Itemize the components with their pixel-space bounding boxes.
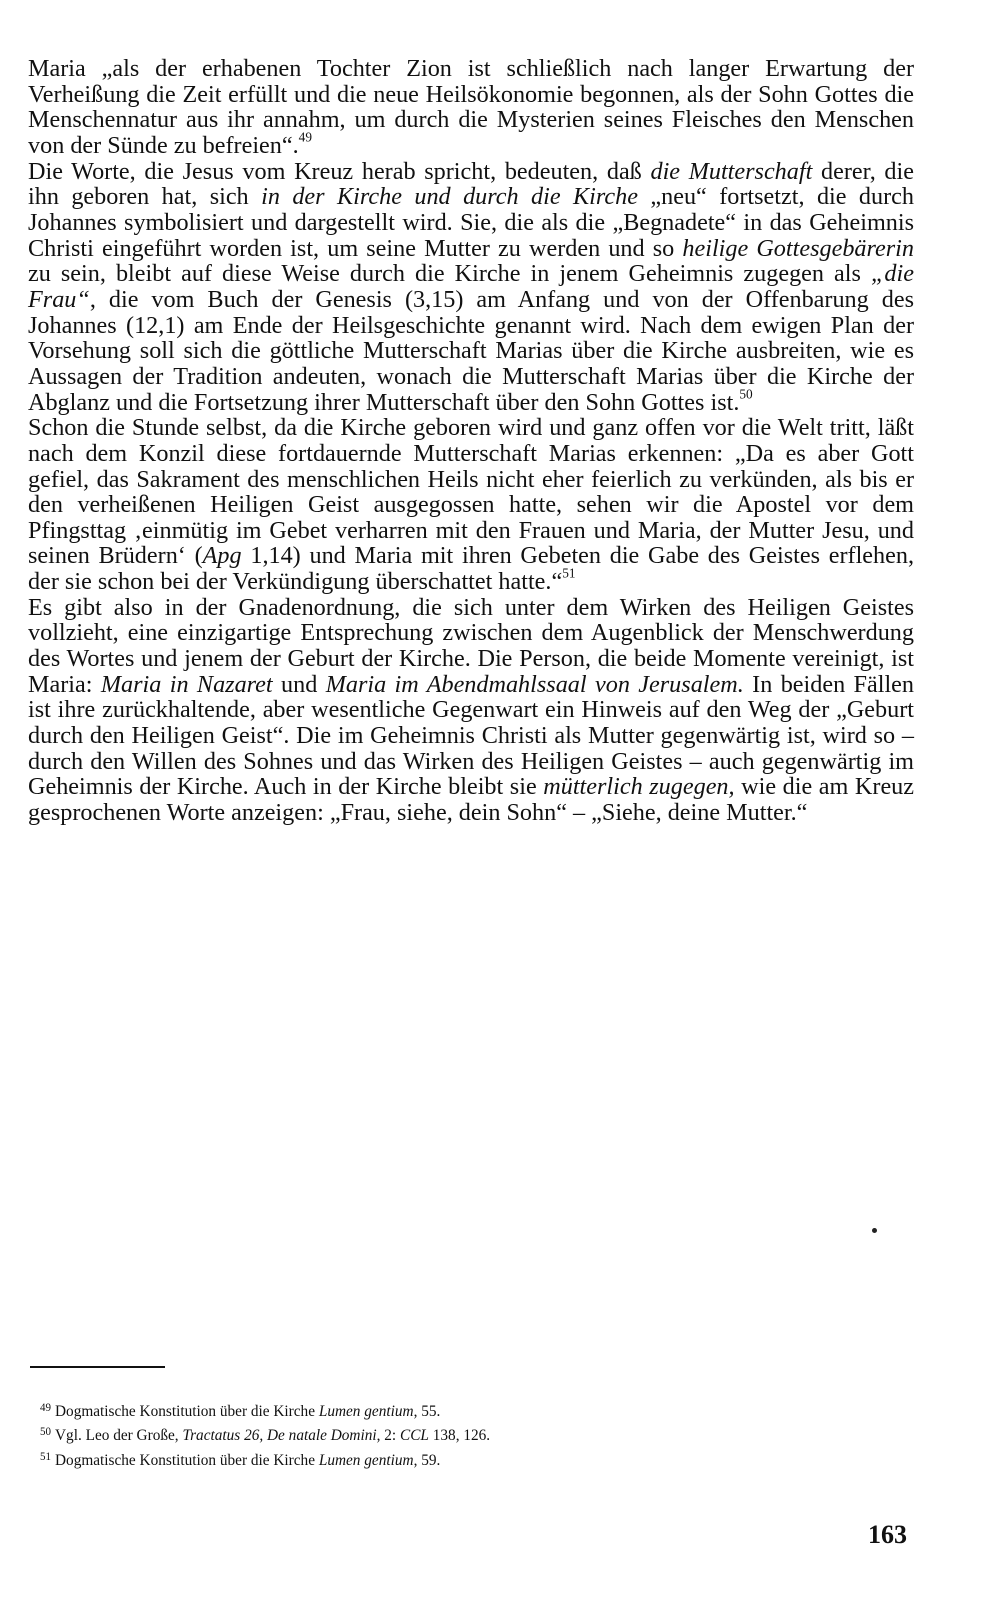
page-number: 163 [868,1520,907,1549]
footnote-ref-49: 49 [298,129,312,145]
paragraph-4: Es gibt also in der Gnadenordnung, die sich unter dem Wirken des Heiligen Geistes vollzieht, eine einzigartige Entsprechung zwischen dem Augenblick der Menschwerdung des Wortes und jenem der Geburt der Kirche. Die Person, die beide Momente vereinigt, ist Maria: Maria in Nazaret und Maria im Abendmahlssaal von Jerusalem. In beiden Fällen ist ihre zurückhaltende, aber wesentliche Gegenwart ein Hinweis auf den Weg der „Geburt durch den Heiligen Geist“. Die im Geheimnis Christi als Mutter gegenwärtig ist, wird so – durch den Willen des Sohnes und das Wirken des Heiligen Geistes – auch gegenwärtig im Geheimnis der Kirche. Auch in der Kirche bleibt sie mütterlich zugegen, wie die am Kreuz gesprochenen Worte anzeigen: „Frau, siehe, dein Sohn“ – „Siehe, deine Mutter.“ [28,593,915,827]
footnote-51: $^{51}$ Dogmatische Konstitution über die Kirche Lumen gentium, 59. [40,1450,441,1469]
footnote-ref-50: 50 [739,386,753,402]
stray-dot [872,1228,877,1233]
footnote-ref-51: 51 [562,565,576,581]
paragraph-1: Maria „als der erhabenen Tochter Zion ist schließlich nach langer Erwartung der Verheißung die Zeit erfüllt und die neue Heilsökonomie begonnen, als der Sohn Gottes die Menschennatur aus ihr annahm, um durch die Mysterien seines Fleisches den Menschen von der Sünde zu befreien“.$^{49}$ [28,55,914,159]
paragraph-3: Schon die Stunde selbst, da die Kirche geboren wird und ganz offen vor die Welt tritt, läßt nach dem Konzil diese fortdauernde Mutterschaft Marias erkennen: „Da es aber Gott gefiel, das Sakrament des menschlichen Heils nicht eher feierlich zu verkünden, als bis er den verheißenen Heiligen Geist ausgegossen hatte, sehen wir die Apostel vor dem Pfingsttag ‚einmütig im Gebet verharren mit den Frauen und Maria, der Mutter Jesu, und seinen Brüdern‘ (Apg 1,14) und Maria mit ihren Gebeten die Gabe des Geistes erflehen, der sie schon bei der Verkündigung überschattet hatte.“$^{51}$ [28,414,914,596]
main-text [28,56,914,826]
footnotes [40,1398,740,1471]
footnote-49: $^{49}$ Dogmatische Konstitution über die Kirche Lumen gentium, 55. [40,1402,441,1420]
footnote-divider [30,1366,165,1368]
footnote-50: $^{50}$ Vgl. Leo der Große, Tractatus 26, De natale Domini, 2: CCL 138, 126. [40,1426,491,1445]
paragraph-2: Die Worte, die Jesus vom Kreuz herab spricht, bedeuten, daß die Mutterschaft derer, die ihn geboren hat, sich in der Kirche und durch die Kirche „neu“ fortsetzt, die durch Johannes symbolisiert und dargestellt wird. Sie, die als die „Begnadete“ in das Geheimnis Christi eingeführt worden ist, um seine Mutter zu werden und so heilige Gottesgebärerin zu sein, bleibt auf diese Weise durch die Kirche in jenem Geheimnis zugegen als „die Frau“, die vom Buch der Genesis (3,15) am Anfang und von der Offenbarung des Johannes (12,1) am Ende der Heilsgeschichte genannt wird. Nach dem ewigen Plan der Vorsehung soll sich die göttliche Mutterschaft Marias über die Kirche ausbreiten, wie es Aussagen der Tradition andeuten, wonach die Mutterschaft Marias über die Kirche der Abglanz und die Fortsetzung ihrer Mutterschaft über den Sohn Gottes ist.$^{50}$ [28,157,914,416]
